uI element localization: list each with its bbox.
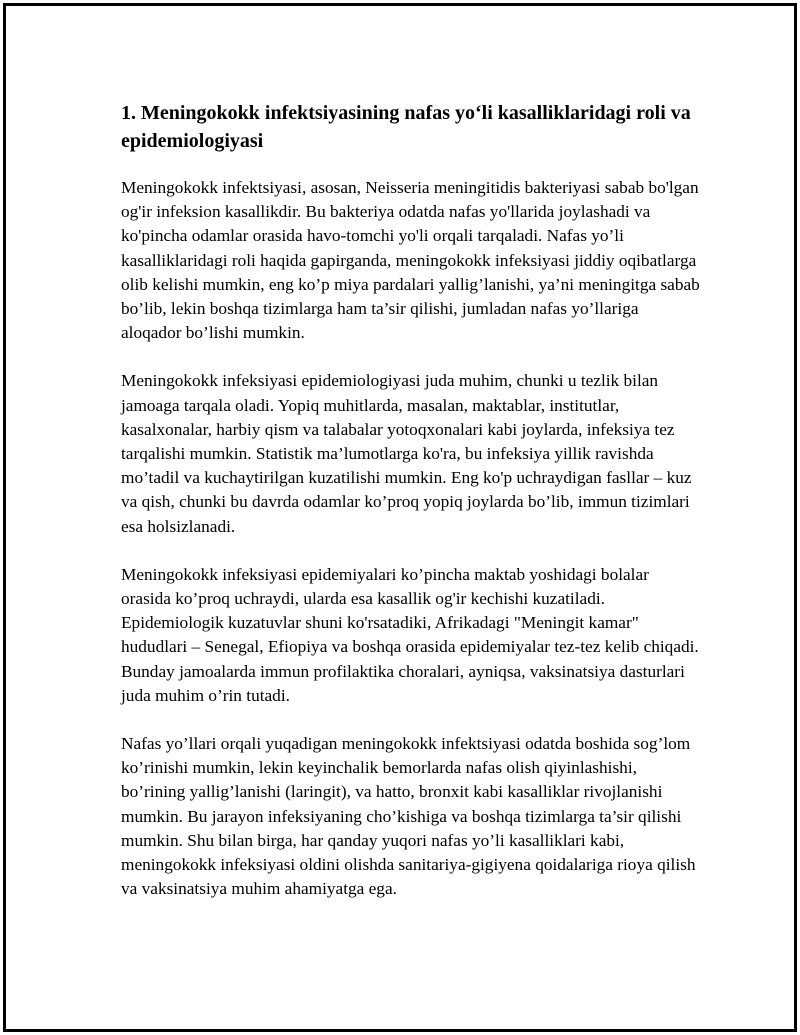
document-body xyxy=(121,99,701,925)
paragraph-respiratory: Nafas yo’llari orqali yuqadigan meningokokk infektsiyasi odatda boshida sog’lom ko’rinishi mumkin, lekin keyinchalik bemorlarda nafas olish qiyinlashishi, bo’rining yallig’lanishi (laringit), va hatto, bronxit kabi kasalliklar rivojlanishi mumkin. Bu jarayon infeksiyaning cho’kishiga va boshqa tizimlarga ta’sir qilishi mumkin. Shu bilan birga, har qanday yuqori nafas yo’li kasalliklari kabi, meningokokk infeksiyasi oldini olishda sanitariya-gigiyena qoidalariga rioya qilish va vaksinatsiya muhim ahamiyatga ega. xyxy=(121,734,696,899)
section-heading: 1. Meningokokk infektsiyasining nafas yo‘li kasalliklaridagi roli va epidemiologiyasi xyxy=(121,102,691,152)
paragraph-intro: Meningokokk infektsiyasi, asosan, Neisseria meningitidis bakteriyasi sabab bo'lgan og'ir infeksion kasallikdir. Bu bakteriya odatda nafas yo'llarida joylashadi va ko'pincha odamlar orasida havo-tomchi yo'li orqali tarqaladi. Nafas yo’li kasalliklaridagi roli haqida gapirganda, meningokokk infeksiyasi jiddiy oqibatlarga olib kelishi mumkin, eng ko’p miya pardalari yallig’lanishi, ya’ni meningitga sabab bo’lib, lekin boshqa tizimlarga ham ta’sir qilishi, jumladan nafas yo’llariga aloqador bo’lishi mumkin. xyxy=(121,178,700,343)
paragraph-epidemiology: Meningokokk infeksiyasi epidemiologiyasi juda muhim, chunki u tezlik bilan jamoaga tarqala oladi. Yopiq muhitlarda, masalan, maktablar, institutlar, kasalxonalar, harbiy qism va talabalar yotoqxonalari kabi joylarda, infeksiya tez tarqalishi mumkin. Statistik ma’lumotlarga ko'ra, bu infeksiya yillik ravishda mo’tadil va kuchaytirilgan kuzatilishi mumkin. Eng ko'p uchraydigan fasllar – kuz va qish, chunki bu davrda odamlar ko’proq yopiq joylarda bo’lib, immun tizimlari esa holsizlanadi. xyxy=(121,371,692,536)
page-frame xyxy=(3,3,797,1032)
paragraph-epidemics: Meningokokk infeksiyasi epidemiyalari ko’pincha maktab yoshidagi bolalar orasida ko’proq uchraydi, ularda esa kasallik og'ir kechishi kuzatiladi. Epidemiologik kuzatuvlar shuni ko'rsatadiki, Afrikadagi "Meningit kamar" hududlari – Senegal, Efiopiya va boshqa orasida epidemiyalar tez-tez kelib chiqadi. Bunday jamoalarda immun profilaktika choralari, ayniqsa, vaksinatsiya dasturlari juda muhim o’rin tutadi. xyxy=(121,564,699,705)
